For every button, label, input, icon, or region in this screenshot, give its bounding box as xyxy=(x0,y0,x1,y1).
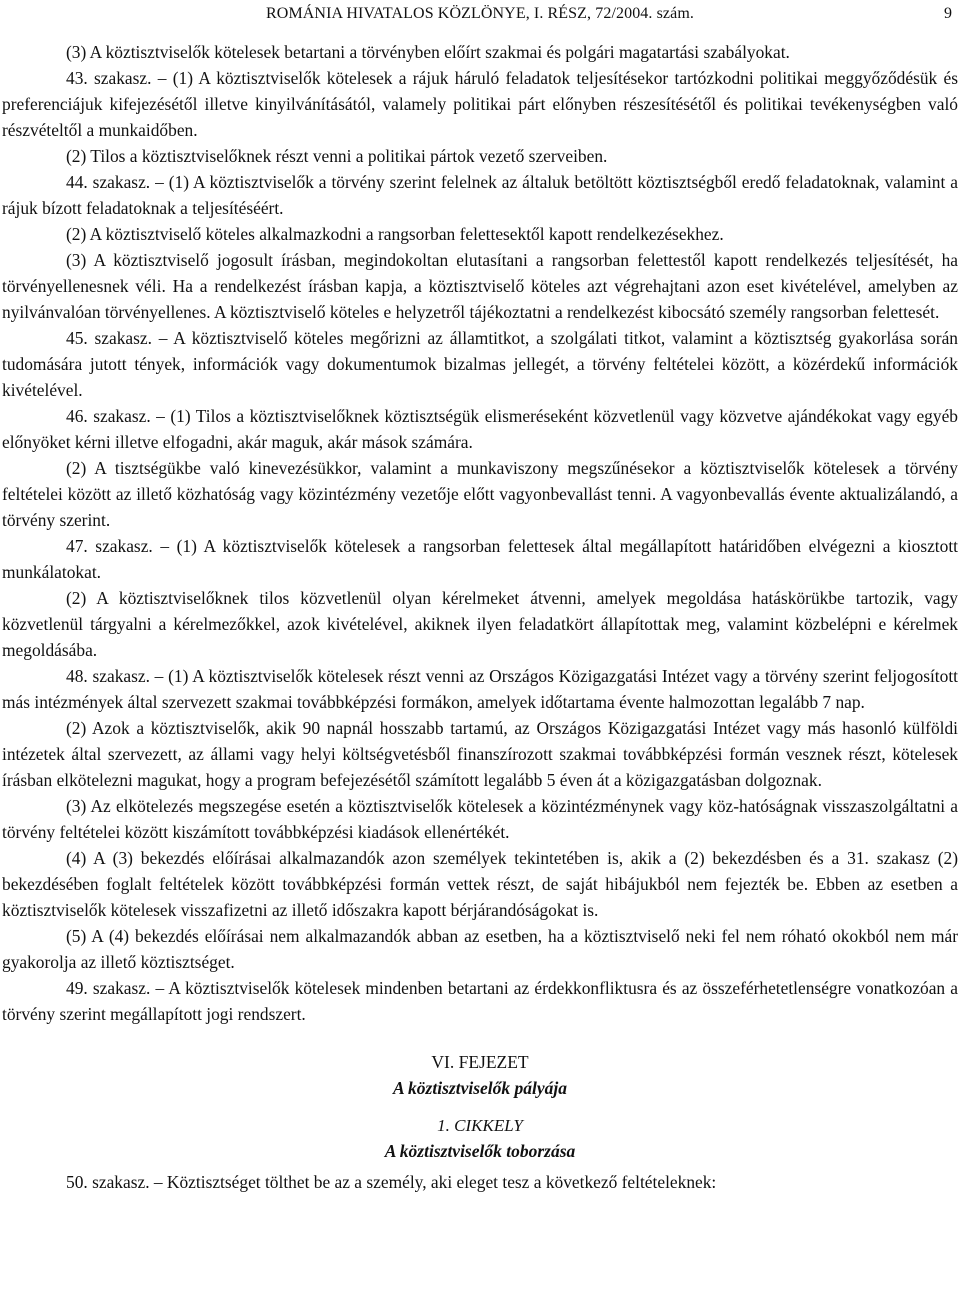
paragraph: (2) A tisztségükbe való kinevezésükkor, valamint a munkaviszony megszűnésekor a köztisztviselők kötelesek a törvény feltételei között az illető közhatóság vagy közintézmény vezetője előtt vagyonbevallást tenni. A vagyonbevallás évente aktualizálandó, a törvény szerint. xyxy=(2,458,958,530)
paragraph: (3) A köztisztviselő jogosult írásban, megindokoltan elutasítani a rangsorban felettestől kapott rendelkezés teljesítését, ha törvényellenesnek véli. Ha a rendelkezést írásban kapja, a köztisztviselő köteles azt végrehajtani azon eset kivételével, amelyben az nyilvánvalóan törvényellenes. A köztisztviselő köteles e helyzetről tájékoztatni a rendelkezést kibocsátó személy rangsorban felettesét. xyxy=(2,250,958,322)
paragraph: 49. szakasz. – A köztisztviselők kötelesek mindenben betartani az érdekkonfliktusra és az összeférhetetlenségre vonatkozóan a törvény szerint megállapított jogi rendszert. xyxy=(2,978,958,1024)
paragraph: (2) Azok a köztisztviselők, akik 90 napnál hosszabb tartamú, az Országos Közigazgatási Intézet vagy más hasonló külföldi intézetek által szervezett, az állami vagy helyi költségvetésből finanszírozott szakmai továbbképzési formán vesznek részt, kötelesek írásban elkötelezni magukat, hogy a program befejezésétől számított legalább 5 éven át a közigazgatásban dolgoznak. xyxy=(2,718,958,790)
paragraph: (4) A (3) bekezdés előírásai alkalmazandók azon személyek tekintetében is, akik a (2) bekezdésben és a 31. szakasz (2) bekezdésében foglalt feltételek között továbbképzési formán vettek részt, de saját hibájukból nem fejezték be. Ebben az esetben a köztisztviselők kötelesek visszafizetni az illető időszakra kapott bérjárandóságokat is. xyxy=(2,848,958,920)
paragraph: 43. szakasz. – (1) A köztisztviselők kötelesek a rájuk háruló feladatok teljesítésekor tartózkodni politikai meggyőződésük és preferenciájuk kifejezésétől illetve kinyilvánításától, valamely politikai párt előnyben részesítésétől és politikai tevékenységben való részvételtől a munkaidőben. xyxy=(2,68,958,140)
paragraph: (3) Az elkötelezés megszegése esetén a köztisztviselők kötelesek a közintézménynek vagy köz-hatóságnak visszaszolgáltatni a törvény feltételei között kiszámított továbbképzési kiadások ellenértékét. xyxy=(2,796,958,842)
page-number: 9 xyxy=(944,5,952,22)
section-number: 1. CIKKELY xyxy=(437,1116,523,1135)
paragraph: (2) A köztisztviselő köteles alkalmazkodni a rangsorban felettesektől kapott rendelkezésekhez. xyxy=(66,224,724,244)
paragraph: 44. szakasz. – (1) A köztisztviselők a törvény szerint felelnek az általuk betöltött köztisztségből eredő feladatoknak, valamint a rájuk bízott feladatoknak a teljesítéséért. xyxy=(2,172,958,218)
paragraph: (3) A köztisztviselők kötelesek betartani a törvényben előírt szakmai és polgári magatartási szabályokat. xyxy=(66,42,790,62)
section-title: A köztisztviselők toborzása xyxy=(384,1141,576,1161)
document-body xyxy=(2,39,958,1195)
chapter-title: A köztisztviselők pályája xyxy=(392,1078,568,1098)
paragraph: (5) A (4) bekezdés előírásai nem alkalmazandók abban az esetben, ha a köztisztviselő neki fel nem róható okokból nem már gyakorolja az illető köztisztséget. xyxy=(2,926,958,972)
chapter-number: VI. FEJEZET xyxy=(431,1052,529,1072)
gazette-title: ROMÁNIA HIVATALOS KÖZLÖNYE, I. RÉSZ, 72/2004. szám. xyxy=(266,5,694,22)
paragraph: 46. szakasz. – (1) Tilos a köztisztviselőknek köztisztségük elismeréseként közvetlenül vagy közvetve ajándékokat vagy egyéb előnyöket kérni illetve elfogadni, akár maguk, akár mások számára. xyxy=(2,406,958,452)
paragraph: 50. szakasz. – Köztisztséget tölthet be az a személy, aki eleget tesz a következő feltételeknek: xyxy=(66,1172,717,1192)
paragraph: 45. szakasz. – A köztisztviselő köteles megőrizni az államtitkot, a szolgálati titkot, valamint a köztisztség gyakorlása során tudomására jutott tények, információk vagy dokumentumok bizalmas jellegét, a törvény feltételei között, a közérdekű információk kivételével. xyxy=(2,328,958,400)
paragraph: 47. szakasz. – (1) A köztisztviselők kötelesek a rangsorban felettesek által megállapított határidőben elvégezni a kiosztott munkálatokat. xyxy=(2,536,958,582)
paragraph: 48. szakasz. – (1) A köztisztviselők kötelesek részt venni az Országos Közigazgatási Intézet vagy a törvény szerint feljogosított más intézmények által szervezett szakmai továbbképzési formákon, amelyek időtartama évente halmozottan legalább 7 nap. xyxy=(2,666,958,712)
page-header xyxy=(2,0,958,24)
paragraph: (2) Tilos a köztisztviselőknek részt venni a politikai pártok vezető szerveiben. xyxy=(66,146,608,166)
chapter-heading-block xyxy=(2,1049,958,1163)
paragraph: (2) A köztisztviselőknek tilos közvetlenül olyan kérelmeket átvenni, amelyek megoldása hatáskörükbe tartozik, vagy közvetlenül tárgyalni a kérelmezőkkel, azok kivételével, akiknek ilyen feladatkört állapítottak meg, valamint közbelépni e kérelmek megoldásába. xyxy=(2,588,958,660)
